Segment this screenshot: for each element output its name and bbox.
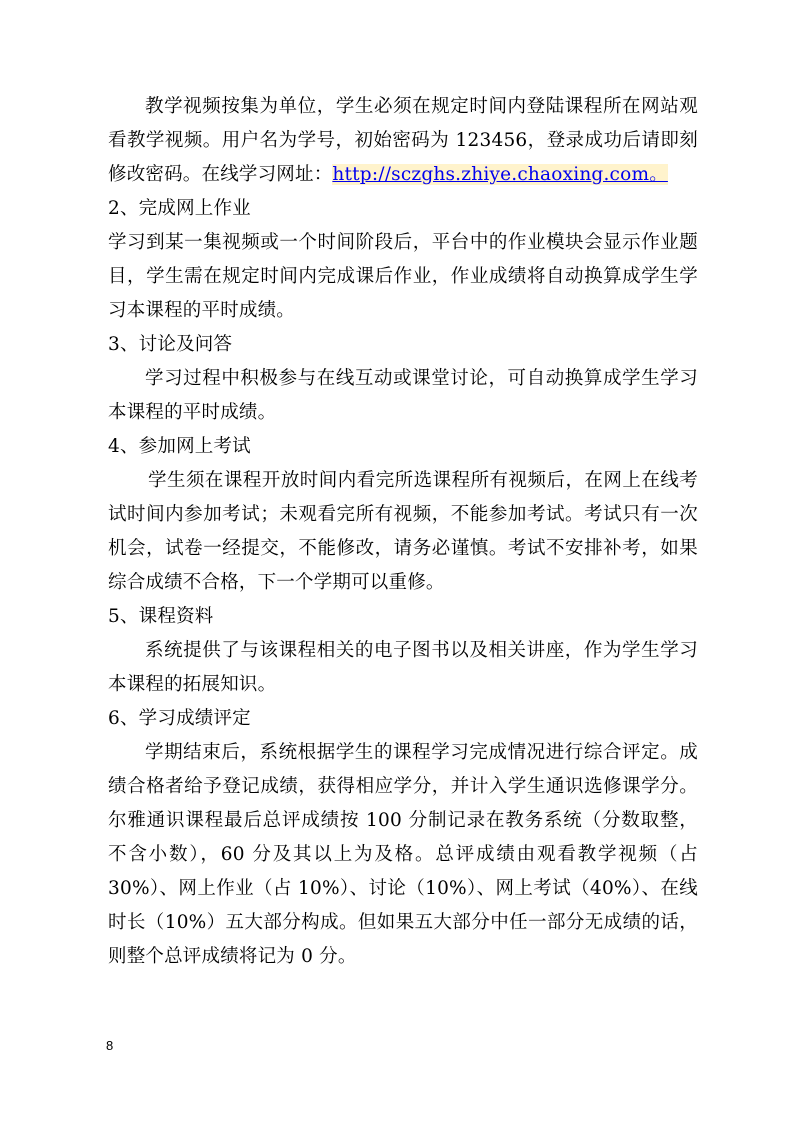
section-2-heading: 2、完成网上作业 xyxy=(108,198,251,219)
course-website-link[interactable]: http://sczghs.zhiye.chaoxing.com。 xyxy=(332,164,668,185)
intro-text: 教学视频按集为单位，学生必须在规定时间内登陆课程所在网站观看教学视频。用户名为学号，初始密码为 123456，登录成功后请即刻修改密码。在线学习网址： xyxy=(108,96,698,185)
section-2-body: 学习到某一集视频或一个时间阶段后，平台中的作业模块会显示作业题目，学生需在规定时间内完成课后作业，作业成绩将自动换算成学生学习本课程的平时成绩。 xyxy=(108,232,698,321)
section-5-heading: 5、课程资料 xyxy=(108,606,214,627)
section-6-heading: 6、学习成绩评定 xyxy=(108,708,251,729)
section-4-body: 学生须在课程开放时间内看完所选课程所有视频后，在网上在线考试时间内参加考试；未观看完所有视频，不能参加考试。考试只有一次机会，试卷一经提交，不能修改，请务必谨慎。考试不安排补考，如果综合成绩不合格，下一个学期可以重修。 xyxy=(108,470,698,593)
page-number: 8 xyxy=(106,1038,114,1053)
section-5-body: 系统提供了与该课程相关的电子图书以及相关讲座，作为学生学习本课程的拓展知识。 xyxy=(108,640,698,695)
section-3-heading: 3、讨论及问答 xyxy=(108,334,233,355)
section-3-body: 学习过程中积极参与在线互动或课堂讨论，可自动换算成学生学习本课程的平时成绩。 xyxy=(108,368,698,423)
section-4-heading: 4、参加网上考试 xyxy=(108,436,251,457)
section-6-body: 学期结束后，系统根据学生的课程学习完成情况进行综合评定。成绩合格者给予登记成绩，获得相应学分，并计入学生通识选修课学分。尔雅通识课程最后总评成绩按 100 分制记录在教务系统（分数取整，不含小数），60 分及其以上为及格。总评成绩由观看教学视频（占 30%）、网上作业（占 10%）、讨论（10%）、网上考试（40%）、在线时长（10%）五大部分构成。但如果五大部分中任一部分无成绩的话，则整个总评成绩将记为 0 分。 xyxy=(108,742,698,967)
document-body xyxy=(108,90,698,974)
intro-paragraph xyxy=(108,90,698,192)
